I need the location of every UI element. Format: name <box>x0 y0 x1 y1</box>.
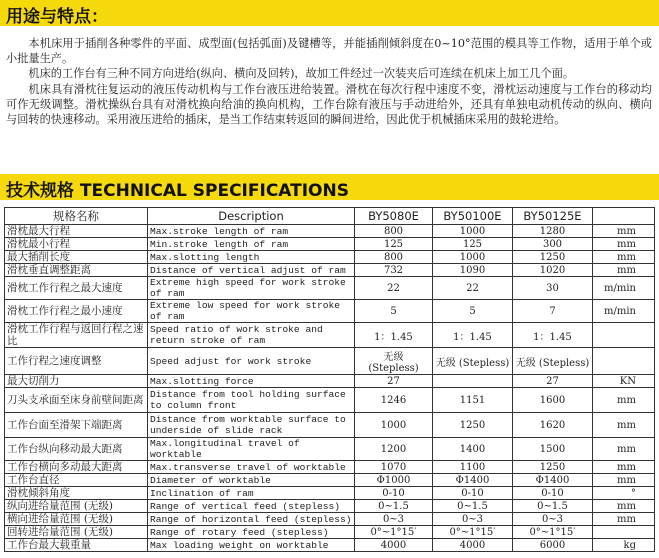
unit-cell: m/min <box>593 277 655 300</box>
value-cell-model-1: 1：1.45 <box>355 323 433 348</box>
value-cell-model-3: 6000 <box>513 539 593 552</box>
value-cell-model-2: 1250 <box>433 413 513 438</box>
spec-description-cell: Max.transverse travel of worktable <box>148 461 355 474</box>
spec-name-cell: 刀头支承面至床身前壁间距离 <box>5 388 148 413</box>
header-description: Description <box>148 208 355 225</box>
value-cell-model-3: 0-10 <box>513 487 593 500</box>
unit-cell: ° <box>593 487 655 500</box>
value-cell-model-3: 7 <box>513 300 593 323</box>
intro-paragraph: 机床具有滑枕往复运动的液压传动机构与工作台液压进给装置。滑枕在每次行程中速度不变，滑枕运动速度与工作台的移动均可作无级调整。滑枕操纵台具有对滑枕换向给油的换向机构，工作台除有液压与手动进给外，还具有单独电动机传动的纵向、横向与回转的快速移动。采用液压进给的插床，是当工作结束转返回的瞬间进给，因此优于机械插床采用的鼓轮进给。 <box>6 82 652 127</box>
unit-cell: m/min <box>593 300 655 323</box>
spec-name-cell: 滑枕最大行程 <box>5 225 148 238</box>
intro-text <box>6 36 652 127</box>
spec-description-cell: Distance from tool holding surface to column front <box>148 388 355 413</box>
unit-cell: mm <box>593 388 655 413</box>
unit-cell: mm <box>593 461 655 474</box>
table-row <box>5 348 655 375</box>
value-cell-model-1: 125 <box>355 238 433 251</box>
table-header-row <box>5 208 655 225</box>
spec-name-cell: 纵向进给量范围 (无级) <box>5 500 148 513</box>
header-name: 规格名称 <box>5 208 148 225</box>
value-cell-model-1: 4000 <box>355 539 433 552</box>
spec-description-cell: Max.slotting length <box>148 251 355 264</box>
value-cell-model-1: 800 <box>355 225 433 238</box>
value-cell-model-3: 1620 <box>513 413 593 438</box>
value-cell-model-1: 800 <box>355 251 433 264</box>
value-cell-model-3: 30 <box>513 277 593 300</box>
spec-name-cell: 工作台横向多动最大距离 <box>5 461 148 474</box>
spec-name-cell: 工作台最大载重量 <box>5 539 148 552</box>
table-row <box>5 300 655 323</box>
spec-description-cell: Max.stroke length of ram <box>148 225 355 238</box>
value-cell-model-3: 1280 <box>513 225 593 238</box>
table-row <box>5 539 655 552</box>
spec-description-cell: Max.longitudinal travel of worktable <box>148 438 355 461</box>
value-cell-model-3: 无级 (Stepless) <box>513 348 593 375</box>
value-cell-model-2: 22 <box>433 277 513 300</box>
unit-cell: mm <box>593 251 655 264</box>
spec-name-cell: 滑枕工作行程与返回行程之速比 <box>5 323 148 348</box>
value-cell-model-3: 1250 <box>513 251 593 264</box>
table-row <box>5 264 655 277</box>
value-cell-model-1: 0~3 <box>355 513 433 526</box>
value-cell-model-2: 0~1.5 <box>433 500 513 513</box>
spec-description-cell: Diameter of worktable <box>148 474 355 487</box>
value-cell-model-1: 1070 <box>355 461 433 474</box>
intro-paragraph: 本机床用于插削各种零件的平面、成型面(包括弧面)及键槽等，并能插削倾斜度在0~10°范围的模具等工作物，适用于单个或小批量生产。 <box>6 37 652 66</box>
value-cell-model-1: 22 <box>355 277 433 300</box>
unit-cell: mm <box>593 500 655 513</box>
table-row <box>5 225 655 238</box>
table-row <box>5 277 655 300</box>
value-cell-model-3: 0°~1°15′ <box>513 526 593 539</box>
spec-name-cell: 工作台直径 <box>5 474 148 487</box>
value-cell-model-2: 1151 <box>433 388 513 413</box>
spec-description-cell: Extreme low speed for work stroke of ram <box>148 300 355 323</box>
header-model-3: BY50125E <box>513 208 593 225</box>
unit-cell: kg <box>593 539 655 552</box>
table-row <box>5 461 655 474</box>
table-row <box>5 487 655 500</box>
spec-description-cell: Distance from worktable surface to underside of slide rack <box>148 413 355 438</box>
value-cell-model-2: 1100 <box>433 461 513 474</box>
value-cell-model-2: 125 <box>433 238 513 251</box>
value-cell-model-2: 0°~1°15′ <box>433 526 513 539</box>
spec-description-cell: Min.stroke length of ram <box>148 238 355 251</box>
table-row <box>5 526 655 539</box>
spec-name-cell: 滑枕垂直调整距离 <box>5 264 148 277</box>
value-cell-model-1: 1246 <box>355 388 433 413</box>
section-title-specs: 技术规格 TECHNICAL SPECIFICATIONS <box>6 181 349 201</box>
value-cell-model-1: 5 <box>355 300 433 323</box>
spec-name-cell: 横向进给量范围 (无级) <box>5 513 148 526</box>
value-cell-model-1: 732 <box>355 264 433 277</box>
value-cell-model-1: 27 <box>355 375 433 388</box>
spec-description-cell: Max loading weight on worktable <box>148 539 355 552</box>
value-cell-model-1: 0°~1°15′ <box>355 526 433 539</box>
spec-name-cell: 最大插削长度 <box>5 251 148 264</box>
value-cell-model-3: 1500 <box>513 438 593 461</box>
unit-cell <box>593 323 655 348</box>
value-cell-model-2: 1090 <box>433 264 513 277</box>
value-cell-model-1: Φ1000 <box>355 474 433 487</box>
value-cell-model-2: 4000 <box>433 539 513 552</box>
table-row <box>5 474 655 487</box>
value-cell-model-1: 1000 <box>355 413 433 438</box>
value-cell-model-2: 5 <box>433 300 513 323</box>
table-row <box>5 388 655 413</box>
spec-table <box>4 207 655 552</box>
value-cell-model-2 <box>433 375 513 388</box>
value-cell-model-3: 0~1.5 <box>513 500 593 513</box>
value-cell-model-2: 1400 <box>433 438 513 461</box>
section-header-usage <box>0 0 659 26</box>
table-row <box>5 413 655 438</box>
value-cell-model-3: Φ1400 <box>513 474 593 487</box>
value-cell-model-2: 1000 <box>433 251 513 264</box>
value-cell-model-1: 0~1.5 <box>355 500 433 513</box>
unit-cell: mm <box>593 413 655 438</box>
spec-name-cell: 滑枕工作行程之最大速度 <box>5 277 148 300</box>
value-cell-model-2: Φ1400 <box>433 474 513 487</box>
value-cell-model-3: 1600 <box>513 388 593 413</box>
value-cell-model-3: 1250 <box>513 461 593 474</box>
table-row <box>5 375 655 388</box>
value-cell-model-3: 300 <box>513 238 593 251</box>
spec-name-cell: 滑枕最小行程 <box>5 238 148 251</box>
unit-cell: mm <box>593 474 655 487</box>
value-cell-model-1: 0-10 <box>355 487 433 500</box>
value-cell-model-2: 无级 (Stepless) <box>433 348 513 375</box>
spec-name-cell: 回转进给量范围 (无级) <box>5 526 148 539</box>
spec-description-cell: Speed ratio of work stroke and return stroke of ram <box>148 323 355 348</box>
spec-name-cell: 工作台面至滑架下端距离 <box>5 413 148 438</box>
value-cell-model-1: 无级 (Stepless) <box>355 348 433 375</box>
unit-cell: mm <box>593 225 655 238</box>
section-header-specs <box>0 174 659 200</box>
spec-description-cell: Range of rotary feed (stepless) <box>148 526 355 539</box>
table-row <box>5 513 655 526</box>
spec-name-cell: 滑枕工作行程之最小速度 <box>5 300 148 323</box>
header-unit <box>593 208 655 225</box>
intro-paragraph: 机床的工作台有三种不同方向进给(纵向、横向及回转)，故加工件经过一次装夹后可连续在机床上加工几个面。 <box>28 67 575 81</box>
value-cell-model-3: 0~3 <box>513 513 593 526</box>
table-row <box>5 500 655 513</box>
unit-cell <box>593 348 655 375</box>
spec-description-cell: Range of horizontal feed (stepless) <box>148 513 355 526</box>
unit-cell: mm <box>593 238 655 251</box>
value-cell-model-2: 0~3 <box>433 513 513 526</box>
spec-description-cell: Range of vertical feed (stepless) <box>148 500 355 513</box>
table-row <box>5 438 655 461</box>
spec-description-cell: Extreme high speed for work stroke of ram <box>148 277 355 300</box>
value-cell-model-3: 27 <box>513 375 593 388</box>
section-title-usage: 用途与特点： <box>6 7 108 27</box>
value-cell-model-1: 1200 <box>355 438 433 461</box>
spec-description-cell: Max.slotting force <box>148 375 355 388</box>
table-row <box>5 323 655 348</box>
spec-name-cell: 工作台纵向移动最大距离 <box>5 438 148 461</box>
spec-name-cell: 最大切削力 <box>5 375 148 388</box>
unit-cell: KN <box>593 375 655 388</box>
spec-description-cell: Speed adjust for work stroke <box>148 348 355 375</box>
value-cell-model-2: 1000 <box>433 225 513 238</box>
unit-cell: mm <box>593 264 655 277</box>
header-model-2: BY50100E <box>433 208 513 225</box>
spec-name-cell: 滑枕倾斜角度 <box>5 487 148 500</box>
value-cell-model-2: 1：1.45 <box>433 323 513 348</box>
spec-description-cell: Distance of vertical adjust of ram <box>148 264 355 277</box>
header-model-1: BY5080E <box>355 208 433 225</box>
table-row <box>5 238 655 251</box>
value-cell-model-3: 1020 <box>513 264 593 277</box>
unit-cell: mm <box>593 438 655 461</box>
table-row <box>5 251 655 264</box>
spec-description-cell: Inclination of ram <box>148 487 355 500</box>
table-body <box>5 225 655 552</box>
value-cell-model-3: 1：1.45 <box>513 323 593 348</box>
unit-cell <box>593 526 655 539</box>
spec-name-cell: 工作行程之速度调整 <box>5 348 148 375</box>
unit-cell: mm <box>593 513 655 526</box>
value-cell-model-2: 0-10 <box>433 487 513 500</box>
